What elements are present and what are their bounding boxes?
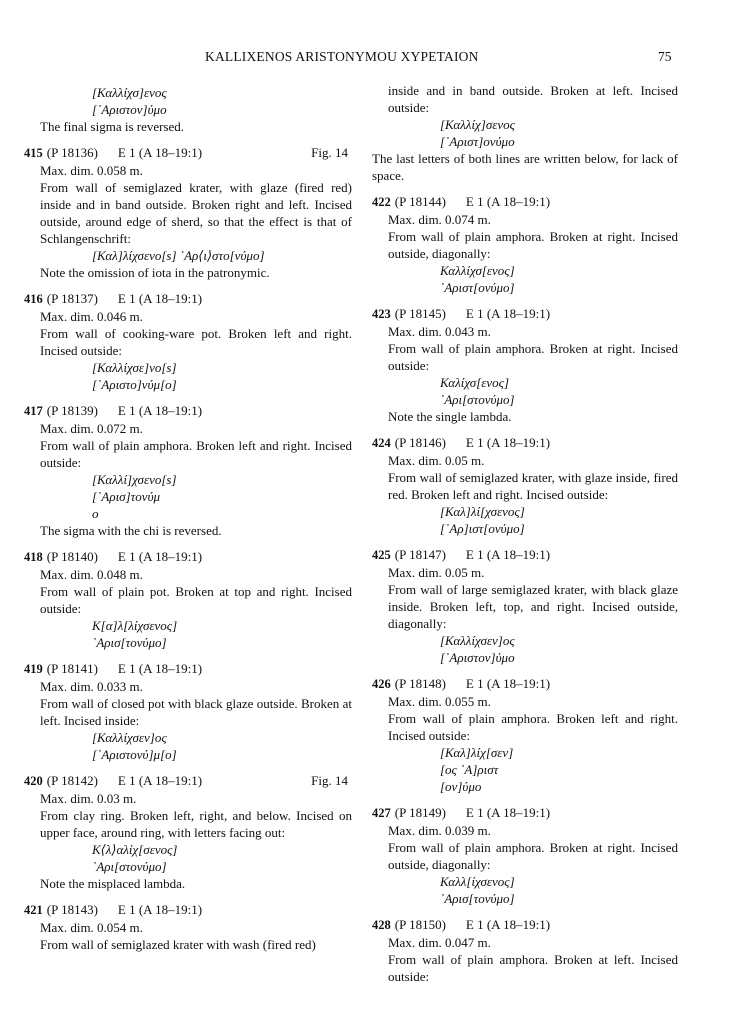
entry-dimension: Max. dim. 0.05 m.	[388, 453, 485, 468]
entry-body	[24, 162, 352, 281]
catalogue-entry	[372, 916, 678, 985]
entry-body	[372, 323, 678, 425]
deposit-context: E 1 (A 18–19:1)	[117, 902, 203, 917]
deposit-context: E 1 (A 18–19:1)	[117, 403, 203, 418]
entry-dimension: Max. dim. 0.046 m.	[40, 309, 143, 324]
deposit-context: E 1 (A 18–19:1)	[117, 773, 203, 788]
entry-number: 419	[24, 662, 43, 676]
entry-heading	[24, 660, 352, 678]
inventory-number: (P 18147)	[394, 547, 446, 562]
deposit-context: E 1 (A 18–19:1)	[465, 805, 551, 820]
inventory-number: (P 18137)	[46, 291, 98, 306]
deposit-context: E 1 (A 18–19:1)	[117, 549, 203, 564]
entry-body	[372, 452, 678, 537]
inscription-line: [Καλ]λίχσενο[s] ᾿Αρ⟨ι⟩στο[νύμο]	[92, 248, 265, 263]
entry-number: 416	[24, 292, 43, 306]
inscription	[40, 359, 352, 393]
entry-note: The final sigma is reversed.	[40, 119, 185, 134]
entry-dimension: Max. dim. 0.058 m.	[40, 163, 143, 178]
deposit-context: E 1 (A 18–19:1)	[465, 676, 551, 691]
entry-body	[372, 564, 678, 666]
inscription-line: Καλίχσ[ενος]	[440, 375, 510, 390]
entry-description: inside and in band outside. Broken at left. Incised outside:	[388, 83, 678, 115]
deposit-context: E 1 (A 18–19:1)	[465, 435, 551, 450]
deposit-context: E 1 (A 18–19:1)	[117, 661, 203, 676]
inventory-number: (P 18145)	[394, 306, 446, 321]
entry-body	[24, 678, 352, 763]
entry-number: 427	[372, 806, 391, 820]
entry-body	[372, 934, 678, 985]
inscription	[388, 744, 678, 795]
inscription	[40, 247, 352, 264]
inscription	[40, 729, 352, 763]
page-number: 75	[658, 49, 672, 64]
entry-description: From wall of cooking-ware pot. Broken left and right. Incised outside:	[40, 326, 352, 358]
entry-heading	[372, 675, 678, 693]
entry-number: 426	[372, 677, 391, 691]
entry-body	[372, 211, 678, 296]
entry-number: 425	[372, 548, 391, 562]
entry-body	[24, 308, 352, 393]
catalogue-entry	[24, 772, 352, 892]
inscription-line: [᾿Αριστον]ύμο	[92, 102, 167, 117]
catalogue-entry	[24, 660, 352, 763]
entry-dimension: Max. dim. 0.054 m.	[40, 920, 143, 935]
inventory-number: (P 18144)	[394, 194, 446, 209]
entry-heading	[24, 901, 352, 919]
entry-heading	[24, 290, 352, 308]
figure-reference: Fig. 14	[311, 773, 348, 788]
inscription-line: [᾿Αρισ]τονύμ	[92, 489, 161, 504]
entry-body	[24, 790, 352, 892]
entry-dimension: Max. dim. 0.047 m.	[388, 935, 491, 950]
entry-note: Note the omission of iota in the patronymic.	[40, 265, 270, 280]
deposit-context: E 1 (A 18–19:1)	[465, 917, 551, 932]
entry-description: From wall of semiglazed krater, with glaze (fired red) inside and in band outside. Broken right and left. Incised outside, around edge of sherd, so that the effect is that of Schlangenschrift:	[40, 180, 352, 246]
entry-heading	[24, 144, 352, 162]
inscription-line: ᾿Αρισ[τονύμο]	[440, 891, 515, 906]
entry-body	[372, 693, 678, 795]
inventory-number: (P 18139)	[46, 403, 98, 418]
entry-number: 420	[24, 774, 43, 788]
entry-description: From wall of plain amphora. Broken at right. Incised outside:	[388, 341, 678, 373]
entry-number: 421	[24, 903, 43, 917]
entry-description: From wall of plain pot. Broken at top and right. Incised outside:	[40, 584, 352, 616]
inscription-line: [Καλλί]χσενο[s]	[92, 472, 177, 487]
catalogue-entry	[372, 675, 678, 795]
figure-reference: Fig. 14	[311, 145, 348, 160]
inscription-line: [᾿Αριστο]νύμ[ο]	[92, 377, 177, 392]
deposit-context: E 1 (A 18–19:1)	[117, 145, 203, 160]
entry-heading	[372, 546, 678, 564]
inscription	[40, 471, 352, 522]
inscription	[40, 841, 352, 875]
entry-number: 422	[372, 195, 391, 209]
entry-dimension: Max. dim. 0.05 m.	[388, 565, 485, 580]
entry-note: The sigma with the chi is reversed.	[40, 523, 222, 538]
inscription-line: Κ[α]λ[λίχσενος]	[92, 618, 178, 633]
continuation-block	[372, 82, 678, 184]
inscription-line: ᾿Αρισ[τονύμο]	[92, 635, 167, 650]
inscription-line: [᾿Αριστονύ]μ[ο]	[92, 747, 177, 762]
inscription	[388, 262, 678, 296]
entry-heading	[372, 305, 678, 323]
entry-description: From wall of plain amphora. Broken left and right. Incised outside:	[388, 711, 678, 743]
inventory-number: (P 18141)	[46, 661, 98, 676]
running-title: KALLIXENOS ARISTONYMOU XYPETAION	[205, 49, 479, 64]
inventory-number: (P 18149)	[394, 805, 446, 820]
inventory-number: (P 18140)	[46, 549, 98, 564]
inscription-line: Κ⟨λ⟩αλίχ[σενος]	[92, 842, 178, 857]
inscription	[388, 632, 678, 666]
inscription-line: [᾿Αρ]ιστ[ονύμο]	[440, 521, 525, 536]
inscription	[372, 116, 678, 150]
inscription-line: [᾿Αριστον]ύμο	[440, 650, 515, 665]
inscription	[388, 873, 678, 907]
entry-number: 424	[372, 436, 391, 450]
catalogue-entry	[372, 804, 678, 907]
entry-body	[24, 919, 352, 953]
entry-heading	[372, 193, 678, 211]
entry-number: 418	[24, 550, 43, 564]
catalogue-entry	[24, 901, 352, 953]
deposit-context: E 1 (A 18–19:1)	[117, 291, 203, 306]
inscription-line: [᾿Αριστ]ονύμο	[440, 134, 515, 149]
entry-dimension: Max. dim. 0.043 m.	[388, 324, 491, 339]
entry-body	[24, 566, 352, 651]
inscription-line: [ος ᾿Α]ριστ	[440, 762, 499, 777]
inscription-line: ᾿Αρι[στονύμο]	[440, 392, 515, 407]
inventory-number: (P 18142)	[46, 773, 98, 788]
entry-body	[372, 822, 678, 907]
inscription-line: Καλλίχσ[ενος]	[440, 263, 515, 278]
entry-description: From clay ring. Broken left, right, and below. Incised on upper face, around ring, with letters facing out:	[40, 808, 352, 840]
entry-number: 423	[372, 307, 391, 321]
entry-dimension: Max. dim. 0.072 m.	[40, 421, 143, 436]
inventory-number: (P 18146)	[394, 435, 446, 450]
entry-dimension: Max. dim. 0.048 m.	[40, 567, 143, 582]
deposit-context: E 1 (A 18–19:1)	[465, 194, 551, 209]
entry-description: From wall of large semiglazed krater, with black glaze inside. Broken left, top, and right. Incised outside, diagonally:	[388, 582, 678, 631]
inscription-line: [Καλλίχσεν]ος	[92, 730, 167, 745]
catalogue-entry	[372, 434, 678, 537]
deposit-context: E 1 (A 18–19:1)	[465, 306, 551, 321]
entry-number: 417	[24, 404, 43, 418]
entry-dimension: Max. dim. 0.074 m.	[388, 212, 491, 227]
inscription	[40, 617, 352, 651]
inscription-line: ᾿Αρι[στονύμο]	[92, 859, 167, 874]
entry-description: From wall of semiglazed krater, with glaze inside, fired red. Broken left and right. Incised outside:	[388, 470, 678, 502]
catalogue-entry	[372, 546, 678, 666]
entry-dimension: Max. dim. 0.033 m.	[40, 679, 143, 694]
catalogue-entry	[372, 193, 678, 296]
deposit-context: E 1 (A 18–19:1)	[465, 547, 551, 562]
catalogue-entries	[24, 144, 352, 953]
entry-dimension: Max. dim. 0.055 m.	[388, 694, 491, 709]
inscription	[388, 374, 678, 408]
entry-dimension: Max. dim. 0.039 m.	[388, 823, 491, 838]
inscription-line: [Καλλίχσε]νο[s]	[92, 360, 177, 375]
inscription-line: [Καλ]λίχ[σεν]	[440, 745, 514, 760]
inscription-line: Καλλ[ίχσενος]	[440, 874, 515, 889]
entry-heading	[24, 772, 352, 790]
entry-description: From wall of plain amphora. Broken left and right. Incised outside:	[40, 438, 352, 470]
inscription-line: ᾿Αριστ[ονύμο]	[440, 280, 515, 295]
entry-description: From wall of semiglazed krater with wash (fired red)	[40, 937, 316, 952]
inscription-line: [ον]ύμο	[440, 779, 482, 794]
catalogue-entries	[372, 193, 678, 985]
entry-heading	[372, 434, 678, 452]
entry-heading	[24, 402, 352, 420]
catalogue-entry	[24, 548, 352, 651]
entry-description: From wall of plain amphora. Broken at right. Incised outside, diagonally:	[388, 840, 678, 872]
entry-description: From wall of plain amphora. Broken at right. Incised outside, diagonally:	[388, 229, 678, 261]
inscription-line: [Καλλίχσ]ενος	[92, 85, 167, 100]
inscription-line: [Καλλίχσεν]ος	[440, 633, 515, 648]
entry-heading	[372, 804, 678, 822]
inscription-line: [Καλ]λί[χσενος]	[440, 504, 525, 519]
running-header	[0, 48, 731, 66]
inventory-number: (P 18136)	[46, 145, 98, 160]
inscription-line: [Καλλίχ]σενος	[440, 117, 515, 132]
catalogue-entry	[372, 305, 678, 425]
entry-note: Note the single lambda.	[388, 409, 512, 424]
entry-note: Note the misplaced lambda.	[40, 876, 186, 891]
entry-number: 428	[372, 918, 391, 932]
entry-heading	[372, 916, 678, 934]
inventory-number: (P 18143)	[46, 902, 98, 917]
entry-description: From wall of plain amphora. Broken at left. Incised outside:	[388, 952, 678, 984]
catalogue-entry	[24, 290, 352, 393]
inscription-line: ο	[92, 506, 99, 521]
entry-body	[24, 420, 352, 539]
entry-heading	[24, 548, 352, 566]
left-column	[24, 84, 352, 953]
right-column	[372, 82, 678, 985]
entry-dimension: Max. dim. 0.03 m.	[40, 791, 137, 806]
inventory-number: (P 18148)	[394, 676, 446, 691]
continuation-block	[24, 84, 352, 135]
inventory-number: (P 18150)	[394, 917, 446, 932]
entry-note: The last letters of both lines are written below, for lack of space.	[372, 151, 678, 183]
inscription	[388, 503, 678, 537]
inscription	[24, 84, 352, 118]
catalogue-entry	[24, 402, 352, 539]
catalogue-entry	[24, 144, 352, 281]
entry-description: From wall of closed pot with black glaze outside. Broken at left. Incised inside:	[40, 696, 352, 728]
entry-number: 415	[24, 146, 43, 160]
